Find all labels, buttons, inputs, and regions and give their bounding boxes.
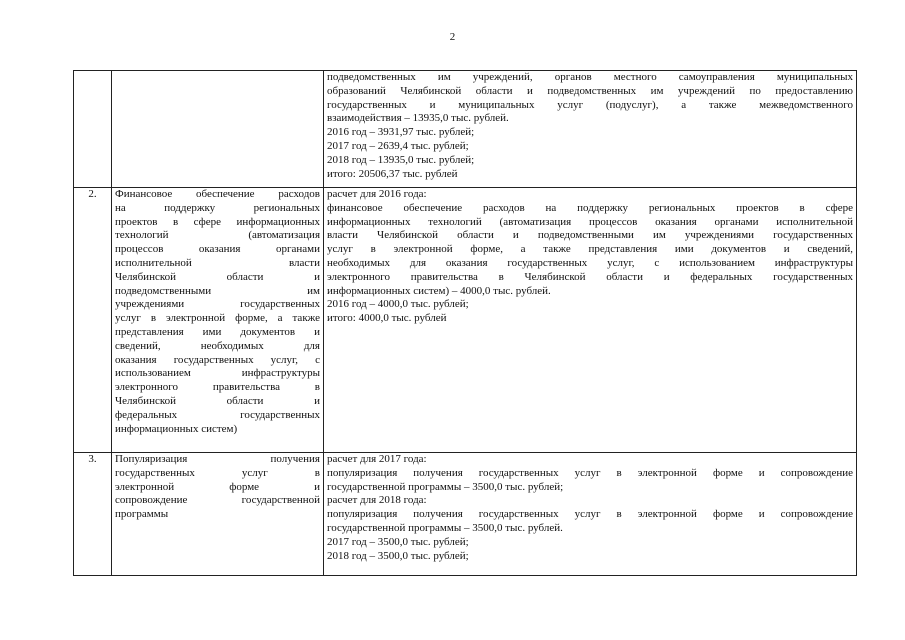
expense-name-line: использованием инфраструктуры <box>115 367 320 380</box>
expense-name-line: Челябинской области и <box>115 270 320 283</box>
expense-name-line: федеральных государственных <box>115 408 320 421</box>
expense-name-line: Популяризация получения <box>115 453 320 465</box>
calculation-line: необходимых для оказания государственных услуг, с использованием инфраструктуры <box>327 256 853 269</box>
expense-name-line: электронной форме и <box>115 480 320 493</box>
expense-name-line: услуг в электронной форме, а также <box>115 312 320 325</box>
expense-name-line: представления ими документов и <box>115 325 320 338</box>
calculation-line: итого: 4000,0 тыс. рублей <box>327 312 447 325</box>
row-number <box>74 71 112 188</box>
calculation-line: образований Челябинской области и подведомственных им учреждений по предоставлению <box>327 84 853 97</box>
calculation-line: 2018 год – 3500,0 тыс. рублей; <box>327 549 469 562</box>
expense-name-line: исполнительной власти <box>115 256 320 269</box>
table-row <box>74 453 857 576</box>
expense-name-line: сведений, необходимых для <box>115 339 320 352</box>
expense-name-cell <box>112 71 324 188</box>
row-number: 2. <box>74 188 112 453</box>
calculation-line: государственной программы – 3500,0 тыс. рублей; <box>327 480 564 493</box>
calculation-line: 2016 год – 4000,0 тыс. рублей; <box>327 298 469 311</box>
expense-name-line: программы <box>115 508 169 521</box>
calculation-cell <box>324 453 857 576</box>
calculation-line: расчет для 2016 года: <box>327 188 427 200</box>
table-row <box>74 71 857 188</box>
calculation-line: информационных технологий (автоматизация процессов оказания органами исполнительной <box>327 215 853 228</box>
calculation-line: популяризация получения государственных услуг в электронной форме и сопровождение <box>327 508 853 521</box>
calculation-line: расчет для 2017 года: <box>327 453 427 465</box>
calculation-cell <box>324 188 857 453</box>
calculation-line: власти Челябинской области и подведомственными им учреждениями государственных <box>327 229 853 242</box>
calculation-line: 2016 год – 3931,97 тыс. рублей; <box>327 126 475 139</box>
page-number: 2 <box>449 31 456 43</box>
expense-name-line: государственных услуг в <box>115 466 320 479</box>
expense-name-line: Финансовое обеспечение расходов <box>115 188 320 200</box>
calculation-line: взаимодействия – 13935,0 тыс. рублей. <box>327 112 509 125</box>
expense-name-line: учреждениями государственных <box>115 298 320 311</box>
calculation-line: 2017 год – 3500,0 тыс. рублей; <box>327 535 469 548</box>
calculation-line: подведомственных им учреждений, органов местного самоуправления муниципальных <box>327 71 853 83</box>
calculation-line: информационных систем) – 4000,0 тыс. рублей. <box>327 284 551 297</box>
expense-name-line: проектов в сфере информационных <box>115 215 320 228</box>
calculation-line: 2017 год – 2639,4 тыс. рублей; <box>327 139 469 152</box>
calculation-line: итого: 20506,37 тыс. рублей <box>327 167 458 180</box>
calculation-line: услуг в электронной форме, а также представления ими документов и сведений, <box>327 243 853 256</box>
calculation-cell <box>324 71 857 188</box>
expense-name-line: подведомственными им <box>115 284 320 297</box>
expense-name-line: оказания государственных услуг, с <box>115 353 320 366</box>
expense-name-cell <box>112 453 324 576</box>
calculation-line: финансовое обеспечение расходов на поддержку региональных проектов в сфере <box>327 201 853 214</box>
calculation-line: государственной программы – 3500,0 тыс. рублей. <box>327 521 563 534</box>
expense-name-line: процессов оказания органами <box>115 243 320 256</box>
expense-name-line: технологий (автоматизация <box>115 229 320 242</box>
expense-name-cell <box>112 188 324 453</box>
row-number: 3. <box>74 453 112 576</box>
expense-name-line: электронного правительства в <box>115 381 320 394</box>
calculation-line: электронного правительства в Челябинской области и федеральных государственных <box>327 270 853 283</box>
table-row <box>74 188 857 453</box>
expense-name-line: на поддержку региональных <box>115 201 320 214</box>
expense-table <box>73 70 857 576</box>
calculation-line: государственных и муниципальных услуг (подуслуг), а также межведомственного <box>327 98 853 111</box>
calculation-line: расчет для 2018 года: <box>327 494 427 507</box>
expense-name-line: сопровождение государственной <box>115 494 320 507</box>
expense-name-line: информационных систем) <box>115 422 238 435</box>
expense-name-line: Челябинской области и <box>115 394 320 407</box>
calculation-line: популяризация получения государственных услуг в электронной форме и сопровождение <box>327 466 853 479</box>
calculation-line: 2018 год – 13935,0 тыс. рублей; <box>327 153 475 166</box>
